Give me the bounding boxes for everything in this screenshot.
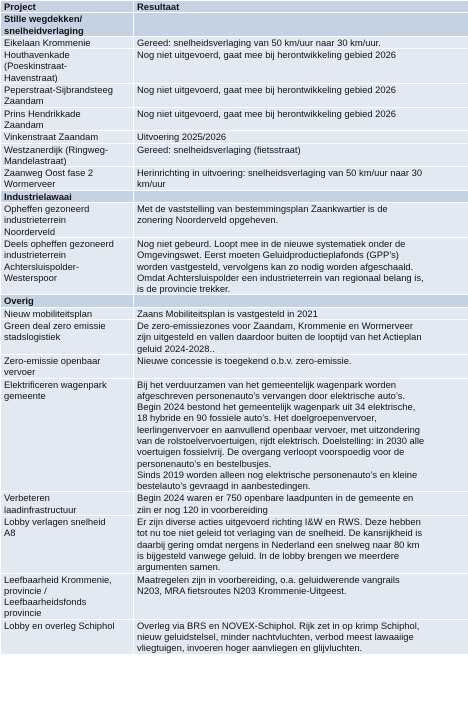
project-cell: Zaanweg Oost fase 2 Wormerveer	[1, 167, 134, 191]
table-row	[1, 354, 468, 378]
result-cell: Nieuwe concessie is toegekend o.b.v. zero-emissie.	[134, 354, 468, 378]
section-empty-cell	[134, 13, 468, 37]
table-row	[1, 143, 468, 167]
result-cell: Met de vaststelling van bestemmingsplan Zaankwartier is de zonering Noorderveld opgeheven.	[134, 203, 468, 238]
result-cell: De zero-emissiezones voor Zaandam, Krommenie en Wormerveer zijn uitgesteld en vallen daardoor buiten de looptijd van het Actieplan geluid 2024-2028..	[134, 320, 468, 355]
header-resultaat: Resultaat	[134, 1, 468, 13]
section-row-stille	[1, 13, 468, 37]
table-row	[1, 320, 468, 355]
result-cell: Nog niet uitgevoerd, gaat mee bij herontwikkeling gebied 2026	[134, 84, 468, 108]
section-empty-cell	[134, 295, 468, 307]
project-cell: Green deal zero emissie stadslogistiek	[1, 320, 134, 355]
project-cell: Westzanerdijk (Ringweg- Mandelastraat)	[1, 143, 134, 167]
project-cell: Opheffen gezoneerd industrieterrein Noorderveld	[1, 203, 134, 238]
project-cell: Eikelaan Krommenie	[1, 36, 134, 48]
result-cell: Uitvoering 2025/2026	[134, 131, 468, 143]
result-cell: Bij het verduurzamen van het gemeentelijk wagenpark worden afgeschreven personenauto’s vervangen door elektrische auto’s. Begin 2024 bestond het gemeentelijk wagenpark uit 34 elektrische, 18 hybride en 90 fossiele auto’s. Het doelgroepenvervoer, leerlingenvervoer en aanvullend openbaar vervoer, met uitzondering van de rolstoelvervoertuigen, rijdt elektrisch. Doelstelling: in 2030 alle voertuigen fossielvrij. De overgang verloopt voorspoedig voor de personenauto’s en bestelbusjes. Sinds 2019 worden alleen nog elektrische personenauto’s en kleine bestelauto’s gevraagd in aanbestedingen.	[134, 378, 468, 492]
table-row	[1, 573, 468, 619]
section-empty-cell	[134, 190, 468, 202]
project-cell: Prins Hendrikkade Zaandam	[1, 107, 134, 131]
table-row	[1, 49, 468, 84]
project-cell: Elektrificeren wagenpark gemeente	[1, 378, 134, 492]
table-row	[1, 131, 468, 143]
result-cell: Herinrichting in uitvoering: snelheidsverlaging van 50 km/uur naar 30 km/uur	[134, 167, 468, 191]
section-title: Industrielawaai	[1, 190, 134, 202]
section-row-industrielawaai	[1, 190, 468, 202]
table-row	[1, 237, 468, 294]
table-header-row	[1, 1, 468, 13]
result-cell: Er zijn diverse acties uitgevoerd richting I&W en RWS. Deze hebben tot nu toe niet geleid tot verlaging van de snelheid. De kansrijkheid is daarbij gering omdat nergens in Nederland een snelweg naar 80 km is bijgesteld vanwege geluid. In de lobby brengen we meerdere argumenten samen.	[134, 516, 468, 573]
result-cell: Overleg via BRS en NOVEX-Schiphol. Rijk zet in op krimp Schiphol, nieuw geluidstelsel, minder nachtvluchten, verbod meest lawaaiige vliegtuigen, invoeren hoger aanvliegen en glijvluchten.	[134, 619, 468, 654]
project-cell: Peperstraat-Sijbrandsteeg Zaandam	[1, 84, 134, 108]
table-row	[1, 619, 468, 654]
table-row	[1, 307, 468, 319]
result-cell: Gereed: snelheidsverlaging van 50 km/uur naar 30 km/uur.	[134, 36, 468, 48]
section-row-overig	[1, 295, 468, 307]
result-cell: Begin 2024 waren er 750 openbare laadpunten in de gemeente en ziin er nog 120 in voorbereiding	[134, 492, 468, 516]
header-project: Project	[1, 1, 134, 13]
project-cell: Vinkenstraat Zaandam	[1, 131, 134, 143]
project-cell: Leefbaarheid Krommenie, provincie / Leefbaarheidsfonds provincie	[1, 573, 134, 619]
project-cell: Zero-emissie openbaar vervoer	[1, 354, 134, 378]
result-cell: Nog niet uitgevoerd, gaat mee bij herontwikkeling gebied 2026	[134, 49, 468, 84]
table-row	[1, 167, 468, 191]
table-row	[1, 378, 468, 492]
project-cell: Verbeteren laadinfrastructuur	[1, 492, 134, 516]
project-cell: Houthavenkade (Poeskinstraat- Havenstraat)	[1, 49, 134, 84]
result-cell: Nog niet uitgevoerd, gaat mee bij herontwikkeling gebied 2026	[134, 107, 468, 131]
section-title: Stille wegdekken/ snelheidverlaging	[1, 13, 134, 37]
table-row	[1, 516, 468, 573]
table-row	[1, 107, 468, 131]
table-row	[1, 203, 468, 238]
section-title: Overig	[1, 295, 134, 307]
table-row	[1, 492, 468, 516]
project-cell: Lobby verlagen snelheid A8	[1, 516, 134, 573]
table-row	[1, 84, 468, 108]
result-cell: Zaans Mobiliteitsplan is vastgesteld in 2021	[134, 307, 468, 319]
result-cell: Nog niet gebeurd. Loopt mee in de nieuwe systematiek onder de Omgevingswet. Eerst moeten Geluidproductieplafonds (GPP’s) worden vastgesteld, vervolgens kan zo nodig worden afgeschaald. Omdat Achtersluispolder een industrieterrein van regionaal belang is, is de provincie trekker.	[134, 237, 468, 294]
project-cell: Nieuw mobiliteitsplan	[1, 307, 134, 319]
project-cell: Lobby en overleg Schiphol	[1, 619, 134, 654]
result-cell: Maatregelen zijn in voorbereiding, o.a. geluidwerende vangrails N203, MRA fietsroutes N203 Krommenie-Uitgeest.	[134, 573, 468, 619]
result-cell: Gereed: snelheidsverlaging (fietsstraat)	[134, 143, 468, 167]
project-cell: Deels opheffen gezoneerd industrieterrein Achtersluispolder- Westerspoor	[1, 237, 134, 294]
table-row	[1, 36, 468, 48]
